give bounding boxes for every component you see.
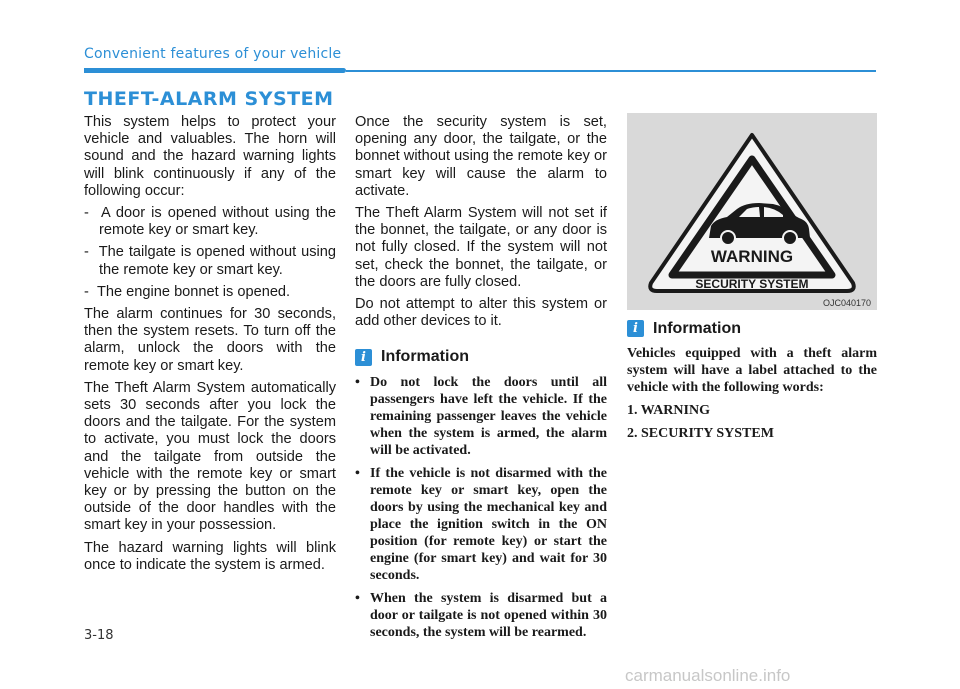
intro-paragraph: This system helps to protect your vehicle and valuables. The horn will sound and the hazard warning lights will blink continuously if any of the following occur:: [84, 114, 336, 199]
information-bullets: [355, 374, 607, 641]
paragraph: The alarm continues for 30 seconds, then the system resets. To turn off the alarm, unlock the doors with the remote key or smart key.: [84, 306, 336, 374]
paragraph: The Theft Alarm System will not set if the bonnet, the tailgate, or any door is not fully closed. If the system will not set, check the bonnet, the tailgate, or the doors are fully closed.: [355, 205, 607, 290]
information-title: Information: [381, 348, 469, 366]
paragraph: Do not attempt to alter this system or add other devices to it.: [355, 296, 607, 330]
paragraph: Vehicles equipped with a theft alarm system will have a label attached to the vehicle with the following words:: [627, 346, 877, 396]
info-icon: i: [355, 349, 372, 366]
bullet-item: • When the system is disarmed but a door or tailgate is not opened within 30 seconds, the system will be rearmed.: [355, 590, 607, 640]
column-2: [355, 114, 607, 647]
bullet-item: • Do not lock the doors until all passengers have left the vehicle. If the remaining passenger leaves the vehicle when the system is armed, the alarm will be activated.: [355, 374, 607, 458]
header-accent-bar: [84, 68, 346, 73]
information-heading: [627, 320, 877, 337]
list-item: 2. SECURITY SYSTEM: [627, 426, 774, 442]
chapter-header: Convenient features of your vehicle: [84, 46, 342, 62]
information-body: [627, 345, 877, 442]
information-title: Information: [653, 320, 741, 337]
list-item: 1. WARNING: [627, 403, 710, 419]
information-heading: [355, 348, 607, 365]
column-1: [84, 114, 336, 579]
figure-code: OJC040170: [822, 298, 871, 308]
warning-triangle-icon: [627, 113, 877, 310]
section-title: THEFT-ALARM SYSTEM: [84, 88, 334, 110]
paragraph: The Theft Alarm System automatically sets 30 seconds after you lock the doors and the tailgate. For the system to activate, you must lock the doors and the tailgate from outside the vehicle with the remote key or smart key or by pressing the button on the outside of the door handles with the smart key in your possession.: [84, 379, 336, 534]
paragraph: The hazard warning lights will blink once to indicate the system is armed.: [84, 539, 336, 573]
info-icon: i: [627, 320, 644, 337]
bullet-item: • If the vehicle is not disarmed with the remote key or smart key, open the doors by using the mechanical key and place the ignition switch in the ON position (for remote key) or start the engine (for smart key) and wait for 30 seconds.: [355, 465, 607, 583]
dash-item: - A door is opened without using the remote key or smart key.: [84, 205, 336, 239]
paragraph: Once the security system is set, opening any door, the tailgate, or the bonnet without using the remote key or smart key will cause the alarm to activate.: [355, 114, 607, 199]
column-3: [627, 320, 877, 448]
dash-item: - The tailgate is opened without using the remote key or smart key.: [84, 244, 336, 278]
security-system-label: SECURITY SYSTEM: [695, 277, 809, 291]
page-number: 3-18: [84, 628, 114, 643]
watermark: carmanualsonline.info: [625, 666, 791, 685]
security-label-figure: [627, 113, 877, 310]
header-rule: [346, 70, 876, 72]
dash-item: - The engine bonnet is opened.: [84, 283, 291, 300]
warning-label: WARNING: [710, 247, 794, 266]
